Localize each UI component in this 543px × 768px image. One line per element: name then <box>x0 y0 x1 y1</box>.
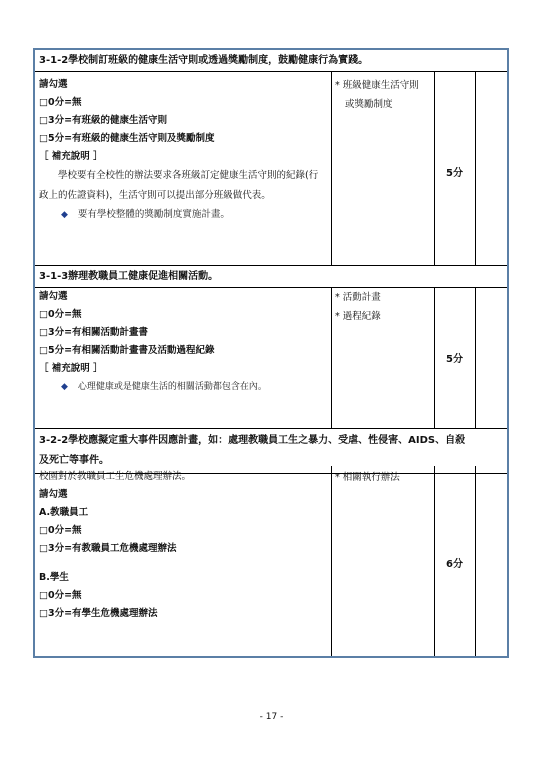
supplement-text: 學校要有全校性的辦法要求各班級訂定健康生活守則的紀錄(行政上的佐證資料)，生活守則可以提出部分班級做代表。 <box>39 170 319 201</box>
evidence-cell <box>335 468 400 487</box>
option-item: □0分=無 <box>39 590 82 601</box>
column-divider <box>434 72 435 265</box>
page-number: - 17 - <box>259 712 284 722</box>
bullet-note <box>39 378 327 396</box>
column-divider <box>434 288 435 428</box>
option-item: □5分=有相關活動計畫書及活動過程紀錄 <box>39 345 215 356</box>
column-divider <box>475 466 476 656</box>
option-item: □3分=有相關活動計畫書 <box>39 327 149 338</box>
column-divider <box>331 72 332 265</box>
bullet-text: 要有學校整體的獎勵制度實施計畫。 <box>77 209 230 220</box>
group-label: B.學生 <box>39 572 69 583</box>
criteria-cell <box>39 76 327 224</box>
option-item: □3分=有教職員工危機處理辦法 <box>39 543 177 554</box>
evidence-item: * 活動計畫 <box>335 292 381 303</box>
check-label: 請勾選 <box>39 79 68 90</box>
option-item: □3分=有班級的健康生活守則 <box>39 115 168 126</box>
option-item: □3分=有學生危機處理辦法 <box>39 608 158 619</box>
intro-text: 校園對於教職員工生危機處理辦法。 <box>39 471 192 482</box>
column-divider <box>434 466 435 656</box>
supplement-label: ［ 補充說明 ］ <box>39 363 103 374</box>
column-divider <box>331 288 332 428</box>
score-value: 6分 <box>446 559 463 570</box>
section-title: 3-1-3辦理教職員工健康促進相關活動。 <box>35 266 507 288</box>
criteria-cell <box>39 468 327 623</box>
check-label: 請勾選 <box>39 489 68 500</box>
group-label: A.教職員工 <box>39 507 89 518</box>
bullet-note <box>39 206 327 224</box>
check-label: 請勾選 <box>39 291 68 302</box>
diamond-icon: ◆ <box>61 382 68 392</box>
bullet-text: 心理健康或是健康生活的相關活動都包含在內。 <box>77 382 267 392</box>
section-title: 3-1-2學校制訂班級的健康生活守則或透過獎勵制度，鼓勵健康行為實踐。 <box>35 50 507 72</box>
score-value: 5分 <box>446 354 463 365</box>
column-divider <box>331 466 332 656</box>
evidence-item: * 班級健康生活守則 <box>335 80 419 91</box>
section-title-line: 3-2-2學校應擬定重大事件因應計畫，如：處理教職員工生之暴力、受虐、性侵害、AIDS、自殺 <box>39 435 466 446</box>
diamond-icon: ◆ <box>61 210 68 220</box>
criteria-cell <box>39 288 327 396</box>
column-divider <box>475 288 476 428</box>
option-item: □0分=無 <box>39 309 82 320</box>
section-title-line: 及死亡等事件。 <box>39 455 109 466</box>
evidence-item: 或獎勵制度 <box>345 99 393 110</box>
option-item: □5分=有班級的健康生活守則及獎勵制度 <box>39 133 215 144</box>
evidence-item: * 相關執行辦法 <box>335 472 400 483</box>
row-divider <box>35 428 507 429</box>
option-item: □0分=無 <box>39 97 82 108</box>
evidence-item: * 過程紀錄 <box>335 311 381 322</box>
supplement-label: ［ 補充說明 ］ <box>39 151 103 162</box>
evidence-cell <box>335 76 419 114</box>
option-item: □0分=無 <box>39 525 82 536</box>
score-value: 5分 <box>446 168 463 179</box>
evidence-cell <box>335 288 381 326</box>
column-divider <box>475 72 476 265</box>
